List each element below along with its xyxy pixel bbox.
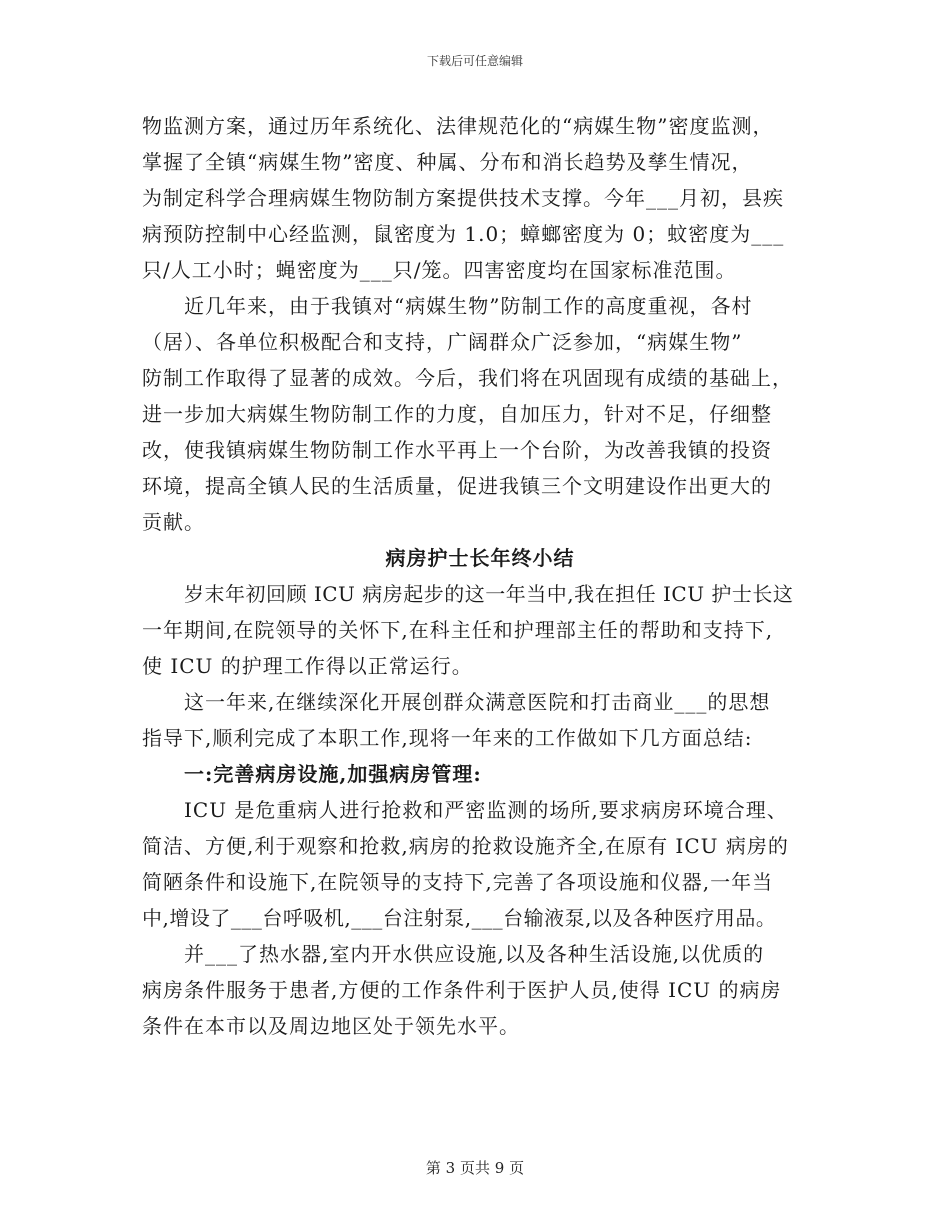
paragraph-start: 这一年来,在继续深化开展创群众满意医院和打击商业___的思想 — [184, 690, 771, 714]
text-line: 防制工作取得了显著的成效。今后，我们将在巩固现有成绩的基础上， — [142, 366, 793, 390]
text-line: 一年期间,在院领导的关怀下,在科主任和护理部主任的帮助和支持下, — [142, 618, 774, 642]
document-body — [142, 108, 808, 1044]
text-line: 改，使我镇病媒生物防制工作水平再上一个台阶，为改善我镇的投资 — [142, 438, 772, 462]
text-line: 只/人工小时；蝇密度为___只/笼。四害密度均在国家标准范围。 — [142, 258, 737, 282]
text-line: 中,增设了___台呼吸机,___台注射泵,___台输液泵,以及各种医疗用品。 — [142, 906, 777, 930]
text-line: 贡献。 — [142, 510, 205, 534]
paragraph-start: ICU 是危重病人进行抢救和严密监测的场所,要求病房环境合理、 — [184, 798, 788, 822]
paragraph-start: 并___了热水器,室内开水供应设施,以及各种生活设施,以优质的 — [184, 942, 765, 966]
text-line: 病预防控制中心经监测，鼠密度为 1.0；蟑螂密度为 0；蚊密度为___ — [142, 222, 785, 246]
text-line: 物监测方案，通过历年系统化、法律规范化的“病媒生物”密度监测， — [142, 114, 774, 138]
text-line: 病房条件服务于患者,方便的工作条件利于医护人员,使得 ICU 的病房 — [142, 978, 782, 1002]
text-line: 简陋条件和设施下,在院领导的支持下,完善了各项设施和仪器,一年当 — [142, 870, 774, 894]
text-line: （居）、各单位积极配合和支持，广阔群众广泛参加，“病媒生物” — [142, 330, 743, 354]
page-footer: 第 3 页共 9 页 — [425, 1159, 525, 1177]
text-line: 条件在本市以及周边地区处于领先水平。 — [142, 1014, 520, 1038]
text-line: 环境，提高全镇人民的生活质量，促进我镇三个文明建设作出更大的 — [142, 474, 772, 498]
text-line: 指导下,顺利完成了本职工作,现将一年来的工作做如下几方面总结: — [142, 726, 753, 750]
text-line: 使 ICU 的护理工作得以正常运行。 — [142, 654, 473, 678]
section-title: 病房护士长年终小结 — [385, 546, 575, 570]
text-line: 简洁、方便,利于观察和抢救,病房的抢救设施齐全,在原有 ICU 病房的 — [142, 834, 789, 858]
text-line: 掌握了全镇“病媒生物”密度、种属、分布和消长趋势及孳生情况， — [142, 150, 753, 174]
paragraph-start: 近几年来，由于我镇对“病媒生物”防制工作的高度重视，各村 — [184, 294, 753, 318]
paragraph-start: 岁末年初回顾 ICU 病房起步的这一年当中,我在担任 ICU 护士长这 — [184, 582, 794, 606]
page-header: 下载后可任意编辑 — [426, 54, 523, 68]
text-line: 进一步加大病媒生物防制工作的力度，自加压力，针对不足，仔细整 — [142, 402, 772, 426]
subsection-heading: 一:完善病房设施,加强病房管理: — [184, 762, 482, 786]
text-line: 为制定科学合理病媒生物防制方案提供技术支撑。今年___月初，县疾 — [142, 186, 784, 210]
